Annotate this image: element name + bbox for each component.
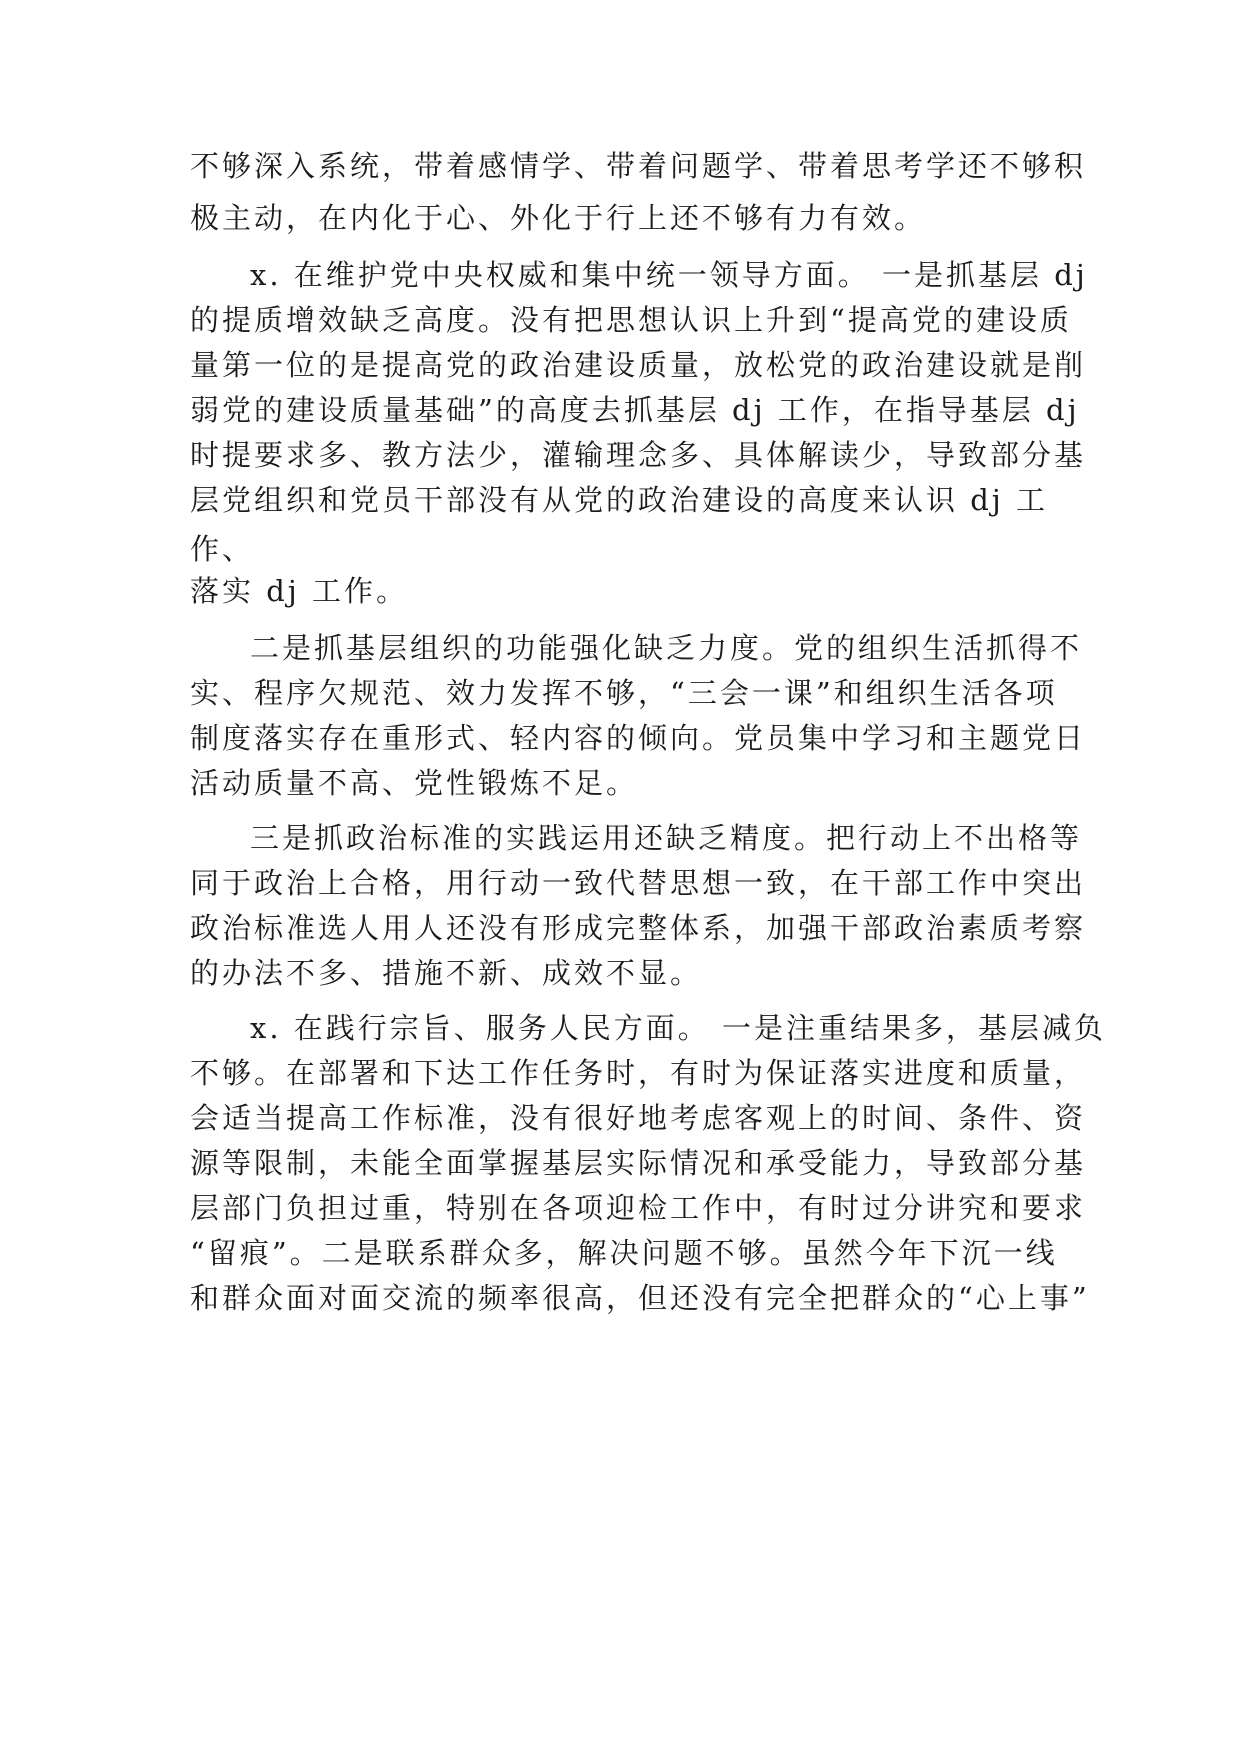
text-line: 落实 dj 工作。: [190, 574, 408, 608]
text-line: 时提要求多、教方法少，灌输理念多、具体解读少，导致部分基: [190, 438, 1087, 472]
text-line: 三是抓政治标准的实践运用还缺乏精度。把行动上不出格等: [250, 821, 1083, 855]
text-line: 制度落实存在重形式、轻内容的倾向。党员集中学习和主题党日: [190, 721, 1087, 755]
text-line: 政治标准选人用人还没有形成完整体系，加强干部政治素质考察: [190, 911, 1087, 945]
text-line: 二是抓基层组织的功能强化缺乏力度。党的组织生活抓得不: [250, 631, 1083, 665]
text-line: 不够深入系统，带着感情学、带着问题学、带着思考学还不够积: [190, 149, 1087, 183]
text-line: 不够。在部署和下达工作任务时，有时为保证落实进度和质量，: [190, 1056, 1087, 1090]
text-line: “留痕”。二是联系群众多，解决问题不够。虽然今年下沉一线: [190, 1236, 1058, 1270]
text-line: 会适当提高工作标准，没有很好地考虑客观上的时间、条件、资: [190, 1101, 1087, 1135]
text-line: 弱党的建设质量基础”的高度去抓基层 dj 工作，在指导基层 dj: [190, 393, 1080, 427]
text-line: 的提质增效缺乏高度。没有把思想认识上升到“提高党的建设质: [190, 303, 1072, 337]
text-line: 的办法不多、措施不新、成效不显。: [190, 956, 703, 990]
text-line: 量第一位的是提高党的政治建设质量，放松党的政治建设就是削: [190, 348, 1087, 382]
text-line: 源等限制，未能全面掌握基层实际情况和承受能力，导致部分基: [190, 1146, 1087, 1180]
text-line: 同于政治上合格，用行动一致代替思想一致，在干部工作中突出: [190, 866, 1087, 900]
text-line: x. 在践行宗旨、服务人民方面。 一是注重结果多，基层减负: [250, 1011, 1107, 1045]
text-line: 作、: [190, 532, 255, 566]
text-line: 活动质量不高、党性锻炼不足。: [190, 766, 639, 800]
text-line: 极主动，在内化于心、外化于行上还不够有力有效。: [190, 201, 927, 235]
text-line: 和群众面对面交流的频率很高，但还没有完全把群众的“心上事”: [190, 1281, 1090, 1315]
text-line: 实、程序欠规范、效力发挥不够，“三会一课”和组织生活各项: [190, 676, 1058, 710]
text-line: x. 在维护党中央权威和集中统一领导方面。 一是抓基层 dj: [250, 258, 1088, 292]
text-line: 层部门负担过重，特别在各项迎检工作中，有时过分讲究和要求: [190, 1191, 1087, 1225]
text-line: 层党组织和党员干部没有从党的政治建设的高度来认识 dj 工: [190, 483, 1048, 517]
